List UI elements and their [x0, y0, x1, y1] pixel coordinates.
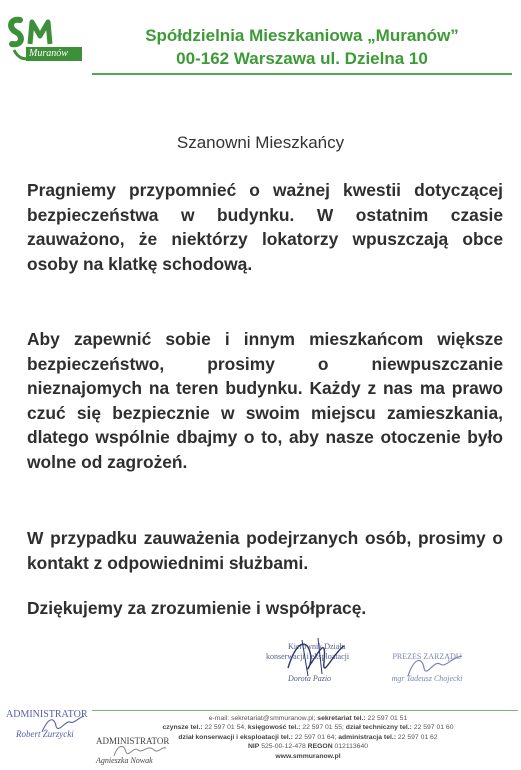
- nip-number: 525-00-12-478: [261, 743, 306, 751]
- maintenance-phone: 22 597 01 64: [294, 733, 335, 741]
- admin-phone: 22 597 01 62: [397, 733, 438, 741]
- organization-name: Spółdzielnia Mieszkaniowa „Muranów”: [145, 26, 459, 45]
- regon-label: REGON: [307, 743, 333, 751]
- email-label: e-mail:: [208, 715, 230, 722]
- president-title: PREZES ZARZĄDU: [392, 652, 462, 661]
- rent-label: czynsze tel.:: [162, 724, 203, 732]
- footer-line-1: e-mail: sekretariat@smmuranow.pl; sekretariat tel.: 22 597 01 51: [208, 715, 408, 722]
- website-link[interactable]: www.smmuranow.pl: [275, 752, 341, 760]
- administrator-signature-icon: [40, 714, 86, 736]
- rent-phone: 22 597 01 54: [204, 724, 245, 732]
- accounting-label: księgowość tel.:: [247, 724, 301, 732]
- administrator-name: Robert Żurzycki: [16, 729, 74, 739]
- technical-phone: 22 597 01 60: [413, 724, 454, 732]
- president-signature-icon: [404, 652, 466, 682]
- administrator-title: ADMINISTRATOR: [6, 709, 88, 720]
- dept-head-signature-icon: [282, 632, 352, 682]
- dept-head-department: konserwacji i eksploatacji: [266, 652, 350, 661]
- president-name: mgr Tadeusz Chojecki: [391, 674, 463, 683]
- dept-head-title: Kierownik Działu: [288, 642, 346, 651]
- secretariat-phone: 22 597 01 51: [367, 715, 408, 722]
- administrator-2-title: ADMINISTRATOR: [96, 736, 170, 746]
- letter-paragraph-2: Aby zapewnić sobie i innym mieszkańcom większe bezpieczeństwo, prosimy o niewpuszczanie nieznajomych na teren budynku. Każdy z nas ma prawo czuć się bezpiecznie w swoim miejscu zamieszkania, dlatego wspólnie dbajmy o to, aby nasze otoczenie było wolne od zagrożeń.: [27, 329, 503, 472]
- header-divider: [92, 73, 512, 75]
- email-address: sekretariat@smmuranow.pl: [231, 715, 314, 722]
- administrator-2-name: Agnieszka Nowak: [96, 756, 153, 765]
- dept-head-name: Dorota Pazio: [288, 674, 332, 683]
- footer-divider: [92, 710, 518, 711]
- letter-paragraph-1: Pragniemy przypomnieć o ważnej kwestii dotyczącej bezpieczeństwa w budynku. W ostatnim czasie zauważono, że niektórzy lokatorzy wpuszczają obce osoby na klatkę schodową.: [27, 180, 503, 274]
- footer-contacts: [100, 714, 516, 761]
- letter-paragraph-4: Dziękujemy za zrozumienie i współpracę.: [27, 598, 367, 618]
- letter-greeting: Szanowni Mieszkańcy: [176, 133, 345, 152]
- maintenance-label: dział konserwacji i eksploatacji tel.:: [178, 733, 293, 741]
- nip-label: NIP: [247, 743, 260, 751]
- cooperative-logo: [6, 14, 86, 68]
- accounting-phone: 22 597 01 55: [302, 724, 343, 732]
- letter-paragraph-3: W przypadku zauważenia podejrzanych osób, prosimy o kontakt z odpowiednimi służbami.: [27, 528, 503, 573]
- admin-label: administracja tel.:: [338, 733, 397, 741]
- secretariat-label: sekretariat tel.:: [317, 715, 366, 722]
- footer-line-3: dział konserwacji i eksploatacji tel.: 22 597 01 64; administracja tel.: 22 597 01 62: [178, 733, 438, 741]
- technical-label: dział techniczny tel.:: [345, 724, 412, 732]
- footer-line-2: czynsze tel.: 22 597 01 54, księgowość tel.: 22 597 01 55; dział techniczny tel.: 22 597 01 60: [162, 724, 454, 732]
- organization-address: 00-162 Warszawa ul. Dzielna 10: [176, 49, 428, 68]
- logo-label: Muranów: [26, 47, 82, 61]
- regon-number: 012113640: [334, 743, 369, 751]
- footer-line-4: [100, 742, 516, 751]
- footer-line-5: [100, 752, 516, 761]
